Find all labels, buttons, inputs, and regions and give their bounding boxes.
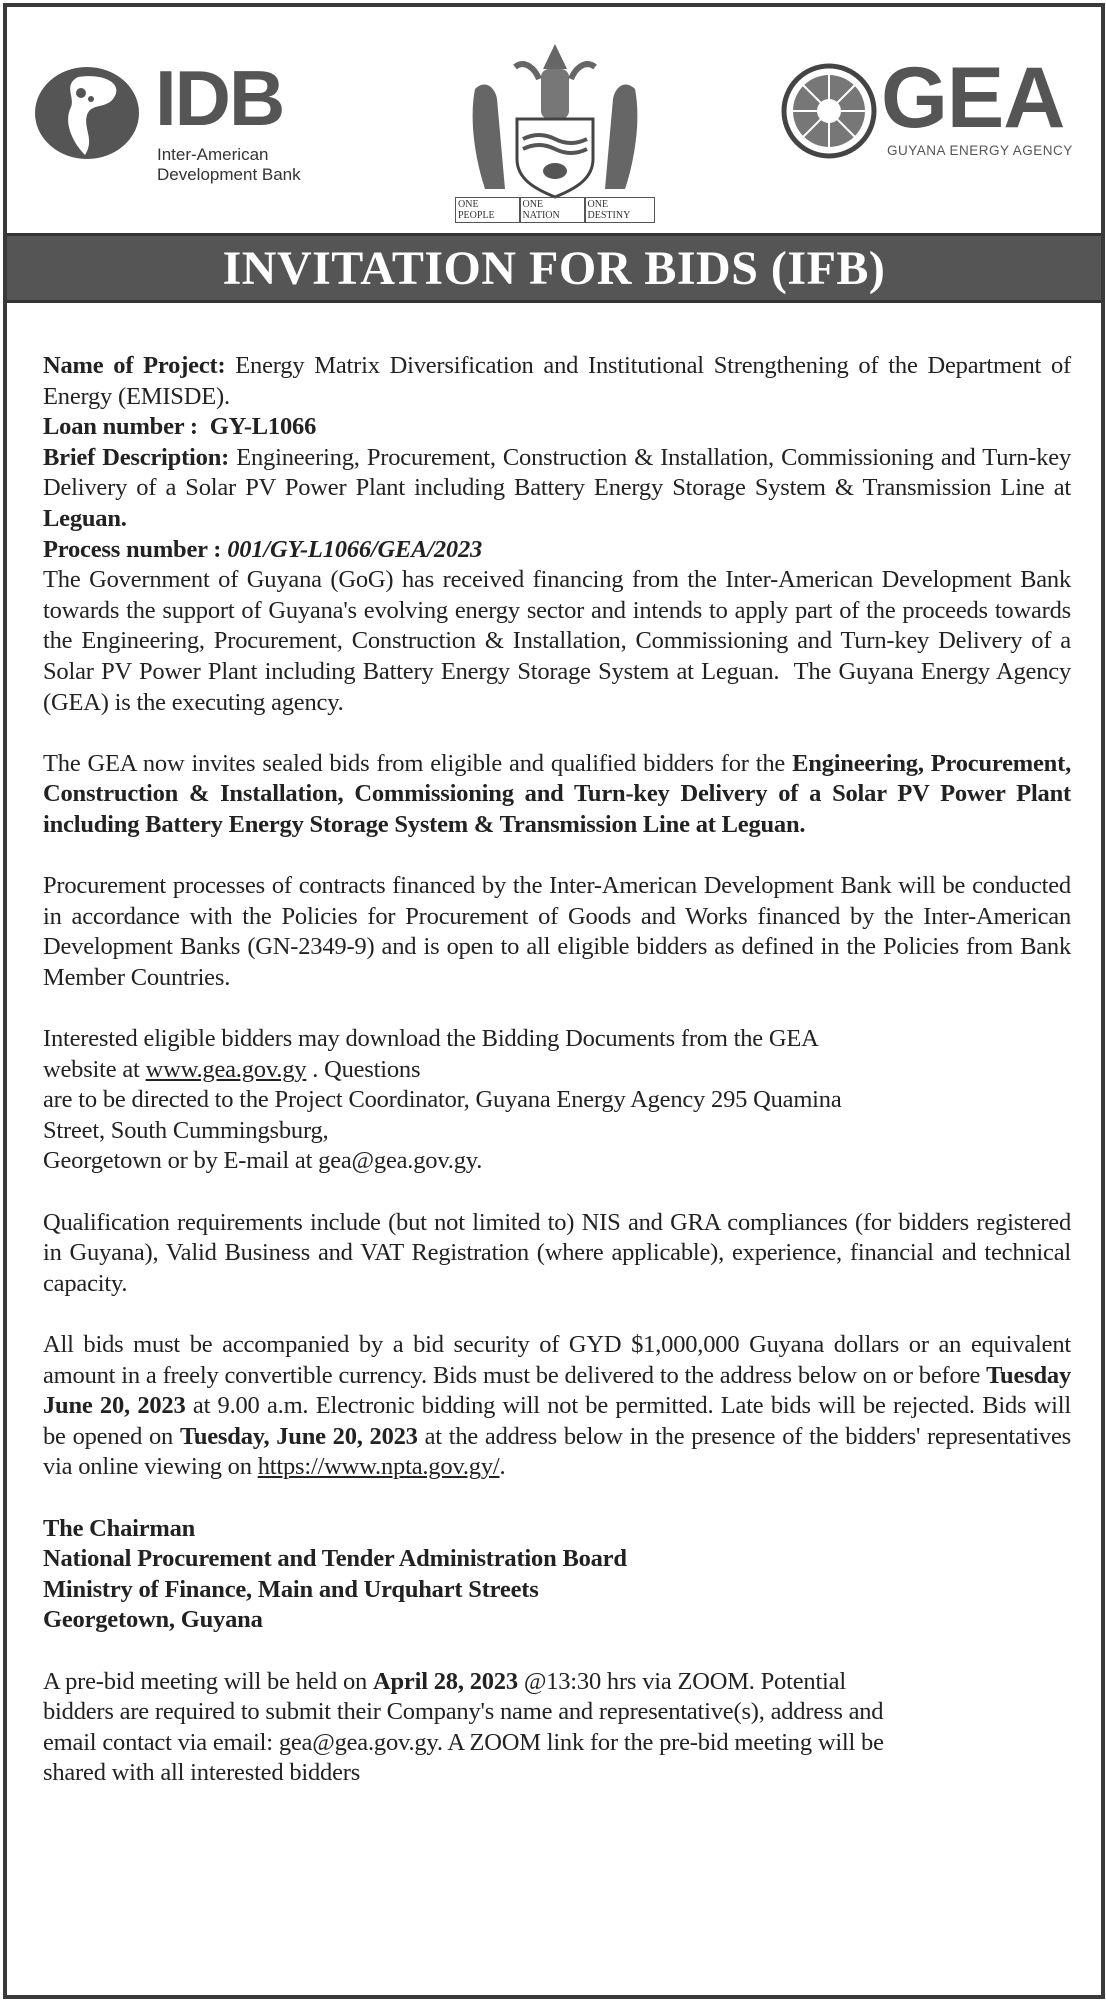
bids-opening-date: Tuesday, June 20, 2023: [179, 1422, 418, 1450]
download-paragraph: [43, 1024, 1071, 1177]
motto-one-nation: ONE NATION: [520, 197, 585, 223]
idb-mark: IDB: [155, 54, 284, 142]
address-line-3: Ministry of Finance, Main and Urquhart Streets: [43, 1575, 539, 1603]
bids-paragraph: [43, 1330, 1071, 1483]
bids-text-4: .: [499, 1453, 506, 1481]
motto-one-destiny: ONE DESTINY: [585, 197, 655, 223]
ifb-notice: [3, 3, 1105, 1999]
brief-description-label: Brief Description:: [43, 443, 230, 471]
prebid-line-2: bidders are required to submit their Company's name and representative(s), address and: [43, 1698, 884, 1726]
address-line-1: The Chairman: [43, 1514, 196, 1542]
process-number-label: Process number :: [43, 535, 228, 563]
project-details: [43, 351, 1077, 718]
gea-website-link[interactable]: www.gea.gov.gy: [145, 1055, 307, 1083]
process-number-value: 001/GY-L1066/GEA/2023: [227, 535, 483, 563]
process-number: [43, 535, 1071, 566]
gea-emblem-icon: [781, 63, 877, 159]
project-intro: The Government of Guyana (GoG) has received financing from the Inter-American Development Bank towards the support of Guyana's evolving energy sector and intends to apply part of the proceeds towards the Engineering, Procurement, Construction & Installation, Commissioning and Turn-key Delivery of a Solar PV Power Plant including Battery Energy Storage System at Leguan. The Guyana Energy Agency (GEA) is the executing agency.: [43, 566, 1077, 716]
gea-subtitle: GUYANA ENERGY AGENCY: [887, 143, 1073, 158]
prebid-line-3: email contact via email: gea@gea.gov.gy. A ZOOM link for the pre-bid meeting will be: [43, 1728, 884, 1756]
address-line-2: National Procurement and Tender Administration Board: [43, 1545, 627, 1573]
coat-of-arms-icon: [455, 39, 655, 199]
gea-logo: [777, 50, 1087, 169]
download-line-2-post: . Questions: [306, 1055, 421, 1083]
project-name-value: Energy Matrix Diversification and Institutional Strengthening of the Department of Energy (EMISDE).: [43, 352, 1071, 410]
npta-website-link[interactable]: https://www.npta.gov.gy/: [257, 1453, 500, 1481]
qualification-paragraph: Qualification requirements include (but not limited to) NIS and GRA compliances (for bidders registered in Guyana), Valid Business and VAT Registration (where applicable), experience, financial and technical capacity.: [43, 1208, 1071, 1297]
notice-body: [43, 351, 1077, 1820]
invitation-paragraph: [43, 749, 1071, 841]
invitation-lead: The GEA now invites sealed bids from eligible and qualified bidders for the: [43, 749, 793, 777]
bids-deadline: Tuesday June 20, 2023: [43, 1361, 1071, 1420]
download-line-1: Interested eligible bidders may download the Bidding Documents from the GEA: [43, 1025, 819, 1053]
address-block: [43, 1514, 1071, 1636]
loan-number-label: Loan number : GY-L1066: [43, 413, 317, 441]
prebid-text-1: A pre-bid meeting will be held on: [43, 1667, 374, 1695]
loan-number: [43, 412, 1071, 443]
prebid-text-2: @13:30 hrs via ZOOM. Potential: [517, 1667, 846, 1695]
download-line-3: are to be directed to the Project Coordinator, Guyana Energy Agency 295 Quamina: [43, 1086, 842, 1114]
guyana-coat-of-arms: [455, 39, 655, 225]
project-name: [43, 351, 1071, 412]
coat-of-arms-motto: [455, 197, 655, 223]
brief-description: [43, 443, 1071, 535]
bids-text-3: at the address below in the presence of the bidders' representatives via online viewing on: [43, 1422, 1071, 1481]
title-banner: [7, 233, 1101, 303]
prebid-paragraph: [43, 1667, 1071, 1789]
page-title: INVITATION FOR BIDS (IFB): [222, 241, 886, 295]
project-name-label: Name of Project:: [43, 352, 226, 379]
bids-text-2: at 9.00 a.m. Electronic bidding will not be permitted. Late bids will be rejected. Bids will be opened on: [43, 1392, 1072, 1450]
prebid-date: April 28, 2023: [373, 1667, 518, 1695]
invitation-scope: Engineering, Procurement, Construction & Installation, Commissioning and Turn-key Delivery of a Solar PV Power Plant including Battery Energy Storage System & Transmission Line at Leguan.: [43, 749, 1071, 838]
idb-name-line2: Development Bank: [157, 165, 301, 184]
prebid-line-4: shared with all interested bidders: [43, 1759, 361, 1787]
idb-globe-icon: [33, 63, 141, 163]
brief-description-place: Leguan.: [43, 504, 127, 532]
gea-mark: GEA: [881, 50, 1065, 146]
idb-name-line1: Inter-American: [157, 145, 269, 164]
download-line-4: Street, South Cummingsburg,: [43, 1116, 329, 1144]
bids-text-1: All bids must be accompanied by a bid security of GYD $1,000,000 Guyana dollars or an equivalent amount in a freely convertible currency. Bids must be delivered to the address below on or before: [43, 1331, 1071, 1389]
procurement-paragraph: Procurement processes of contracts financed by the Inter-American Development Bank will be conducted in accordance with the Policies for Procurement of Goods and Works financed by the Inter-American Development Banks (GN-2349-9) and is open to all eligible bidders as defined in the Policies from Bank Member Countries.: [43, 872, 1071, 991]
download-line-5: Georgetown or by E-mail at gea@gea.gov.gy.: [43, 1147, 483, 1175]
motto-one-people: ONE PEOPLE: [455, 197, 520, 223]
brief-description-value: Engineering, Procurement, Construction & Installation, Commissioning and Turn-key Delivery of a Solar PV Power Plant including Battery Energy Storage System & Transmission Line at: [43, 443, 1071, 502]
logo-header: [7, 7, 1101, 233]
address-line-4: Georgetown, Guyana: [43, 1606, 263, 1634]
idb-logo: [33, 54, 333, 187]
download-line-2-pre: website at: [43, 1055, 146, 1083]
